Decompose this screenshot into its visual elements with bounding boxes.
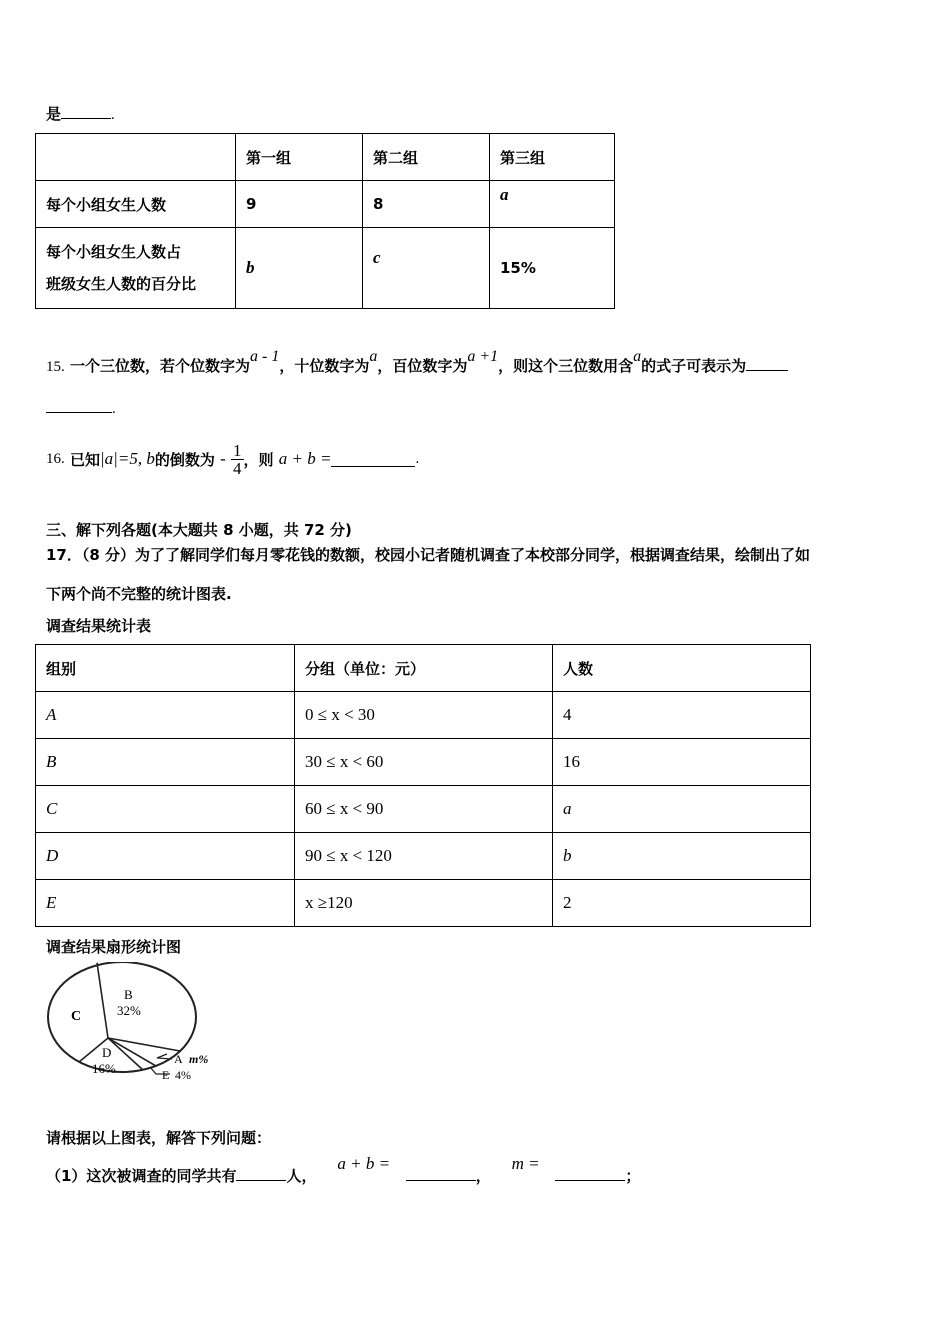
table-cell: x ≥120 <box>295 880 553 927</box>
table-cell: b <box>236 228 363 309</box>
pie-pct-d: 16% <box>92 1061 116 1076</box>
table-header-cell: 组别 <box>36 645 295 692</box>
abs-value-expr: |a| <box>100 449 118 468</box>
table-row <box>36 228 615 309</box>
table-cell: 15% <box>490 228 615 309</box>
table-row <box>36 134 615 181</box>
table-row <box>36 833 811 880</box>
table-cell: D <box>36 833 295 880</box>
table-row <box>36 786 811 833</box>
table-row <box>36 645 811 692</box>
pie-chart <box>40 962 230 1087</box>
fraction: $\frac{1}{4}$ <box>233 440 242 478</box>
table-cell: 16 <box>553 739 811 786</box>
table-row <box>36 880 811 927</box>
table-cell: A <box>36 692 295 739</box>
pie-caption: 调查结果扇形统计图 <box>46 938 182 956</box>
leader-line-a <box>157 1054 172 1059</box>
table-cell: 2 <box>553 880 811 927</box>
survey-table <box>35 644 811 927</box>
table-cell: 8 <box>363 181 490 228</box>
q14-tail: 是 . <box>46 105 115 123</box>
answer-prompt: 请根据以上图表，解答下列问题： <box>46 1129 272 1147</box>
table-cell: a <box>490 181 615 228</box>
table-cell: 60 ≤ x < 90 <box>295 786 553 833</box>
answer-blank <box>555 1166 625 1181</box>
table-cell: 90 ≤ x < 120 <box>295 833 553 880</box>
table-header-cell: 分组（单位：元） <box>295 645 553 692</box>
pie-label-b: B <box>124 987 133 1002</box>
table-cell: 第三组 <box>490 134 615 181</box>
answer-blank <box>46 398 112 413</box>
pie-label-e: E <box>162 1068 170 1082</box>
answer-blank <box>331 452 415 467</box>
table-cell: B <box>36 739 295 786</box>
question-17-line2: 下两个尚不完整的统计图表. <box>46 585 232 603</box>
table-row <box>36 181 615 228</box>
pie-boundary-c-b <box>97 963 108 1038</box>
table-cell: 第一组 <box>236 134 363 181</box>
table-cell: 9 <box>236 181 363 228</box>
table-cell: 每个小组女生人数占 班级女生人数的百分比 <box>36 228 236 309</box>
question-17-line1: 17．（8 分）为了了解同学们每月零花钱的数额，校园小记者随机调查了本校部分同学，根据调查结果，绘制出了如 <box>46 546 811 564</box>
table-cell: a <box>553 786 811 833</box>
table-caption: 调查结果统计表 <box>46 617 152 635</box>
question-15: 15. 一个三位数，若个位数字为$^{a - 1}$，十位数字为$^a$，百位数字为$^{a +1}$，则这个三位数用含$^a$的式子可表示为 <box>46 352 788 376</box>
question-17-part1: （1）这次被调查的同学共有 人， $^{a + b =}$ ， $^{m =}$ ； <box>46 1154 641 1185</box>
table-cell: 4 <box>553 692 811 739</box>
answer-blank <box>61 104 111 119</box>
table-row <box>36 739 811 786</box>
pie-label-a: A <box>174 1052 183 1066</box>
pie-label-c: C <box>71 1009 82 1024</box>
question-15-cont: . <box>46 398 116 418</box>
table-cell: 每个小组女生人数 <box>36 181 236 228</box>
answer-blank <box>406 1166 476 1181</box>
pie-pct-b: 32% <box>117 1003 141 1018</box>
table-cell <box>36 134 236 181</box>
pie-pct-e: 4% <box>175 1068 191 1082</box>
table-cell: b <box>553 833 811 880</box>
table-cell: 0 ≤ x < 30 <box>295 692 553 739</box>
pie-label-d: D <box>102 1045 112 1060</box>
question-16: 16. 已知 |a| =5, b 的倒数为 - $\frac{1}{4}$ ，则 a + b = . <box>46 440 420 478</box>
section-3-title: 三、解下列各题(本大题共 8 小题，共 72 分) <box>46 521 352 539</box>
table-cell: C <box>36 786 295 833</box>
table-cell: 30 ≤ x < 60 <box>295 739 553 786</box>
table-cell: c <box>363 228 490 309</box>
table-header-cell: 人数 <box>553 645 811 692</box>
table-cell: 第二组 <box>363 134 490 181</box>
table-cell: E <box>36 880 295 927</box>
answer-blank <box>746 356 788 371</box>
table-row <box>36 692 811 739</box>
pie-pct-a: m% <box>189 1052 209 1066</box>
group-table <box>35 133 615 309</box>
answer-blank <box>236 1166 286 1181</box>
